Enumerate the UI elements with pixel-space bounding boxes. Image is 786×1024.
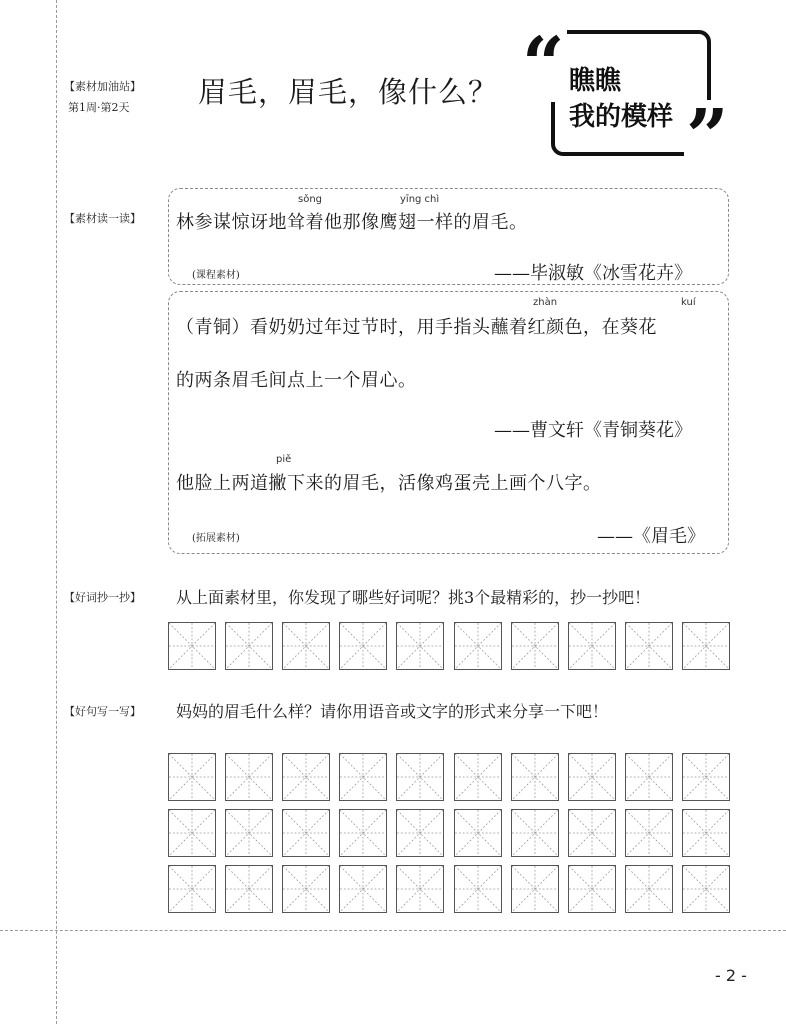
pinyin-song: sǒng [298,194,323,205]
stamp-line-2: 我的模样 [569,102,674,132]
copy-grid-row-1 [168,622,730,672]
write-section-label: 【好句写一写】 [64,705,141,718]
writing-grid-cell[interactable] [568,809,616,857]
writing-grid-cell[interactable] [339,622,387,670]
pinyin-yingchi: yīng chì [400,194,440,205]
extended-material-tag: (拓展素材) [192,533,240,544]
margin-guide-vertical [56,0,57,1024]
material-1-text: 林参谋惊讶地耸着他那像鹰翅一样的眉毛。 [176,212,528,233]
pinyin-kui: kuí [681,297,696,308]
writing-grid-cell[interactable] [339,865,387,913]
writing-grid-cell[interactable] [339,753,387,801]
writing-grid-cell[interactable] [396,809,444,857]
close-quote-mark: ” [686,94,729,180]
course-material-tag: (课程素材) [192,270,240,281]
write-grid-row-3 [168,865,730,915]
write-grid-row-2 [168,809,730,859]
writing-grid-cell[interactable] [511,753,559,801]
writing-grid-cell[interactable] [454,809,502,857]
week-day-label: 第1周·第2天 [68,101,130,114]
writing-grid-cell[interactable] [282,622,330,670]
writing-grid-cell[interactable] [396,753,444,801]
writing-grid-cell[interactable] [568,865,616,913]
writing-grid-cell[interactable] [282,809,330,857]
writing-grid-cell[interactable] [682,622,730,670]
writing-grid-cell[interactable] [396,622,444,670]
writing-grid-cell[interactable] [682,809,730,857]
writing-grid-cell[interactable] [339,809,387,857]
stamp-line-1: 瞧瞧 [569,66,622,96]
write-grid-row-1 [168,753,730,803]
writing-grid-cell[interactable] [225,622,273,670]
writing-grid-cell[interactable] [625,865,673,913]
material-1-source: ——毕淑敏《冰雪花卉》 [494,263,692,284]
writing-grid-cell[interactable] [511,809,559,857]
writing-grid-cell[interactable] [225,865,273,913]
material-3-source: ——《眉毛》 [597,526,705,547]
open-quote-mark: “ [522,22,565,108]
material-3-text: 他脸上两道撇下来的眉毛，活像鸡蛋壳上画个八字。 [176,473,602,494]
writing-grid-cell[interactable] [282,865,330,913]
margin-guide-horizontal [0,930,786,931]
writing-grid-cell[interactable] [168,809,216,857]
writing-grid-cell[interactable] [682,865,730,913]
writing-grid-cell[interactable] [682,753,730,801]
writing-grid-cell[interactable] [396,865,444,913]
copy-prompt: 从上面素材里，你发现了哪些好词呢？挑3个最精彩的，抄一抄吧！ [176,588,651,607]
writing-grid-cell[interactable] [225,809,273,857]
writing-grid-cell[interactable] [568,753,616,801]
writing-grid-cell[interactable] [454,865,502,913]
writing-grid-cell[interactable] [625,622,673,670]
copy-section-label: 【好词抄一抄】 [64,591,141,604]
writing-grid-cell[interactable] [454,622,502,670]
writing-grid-cell[interactable] [225,753,273,801]
material-2-line-1: （青铜）看奶奶过年过节时，用手指头蘸着红颜色，在葵花 [176,317,657,338]
page-title: 眉毛，眉毛，像什么？ [198,75,499,109]
writing-grid-cell[interactable] [625,753,673,801]
pinyin-zhan: zhàn [533,297,558,308]
writing-grid-cell[interactable] [454,753,502,801]
pinyin-pie: piě [276,454,292,465]
station-label: 【素材加油站】 [64,80,141,93]
writing-grid-cell[interactable] [625,809,673,857]
write-prompt: 妈妈的眉毛什么样？请你用语音或文字的形式来分享一下吧！ [176,702,609,721]
writing-grid-cell[interactable] [168,865,216,913]
writing-grid-cell[interactable] [568,622,616,670]
material-2-line-2: 的两条眉毛间点上一个眉心。 [176,370,417,391]
writing-grid-cell[interactable] [282,753,330,801]
writing-grid-cell[interactable] [168,753,216,801]
page-number: - 2 - [715,966,747,985]
writing-grid-cell[interactable] [168,622,216,670]
read-section-label: 【素材读一读】 [64,212,141,225]
writing-grid-cell[interactable] [511,865,559,913]
writing-grid-cell[interactable] [511,622,559,670]
material-2-source: ——曹文轩《青铜葵花》 [494,420,692,441]
